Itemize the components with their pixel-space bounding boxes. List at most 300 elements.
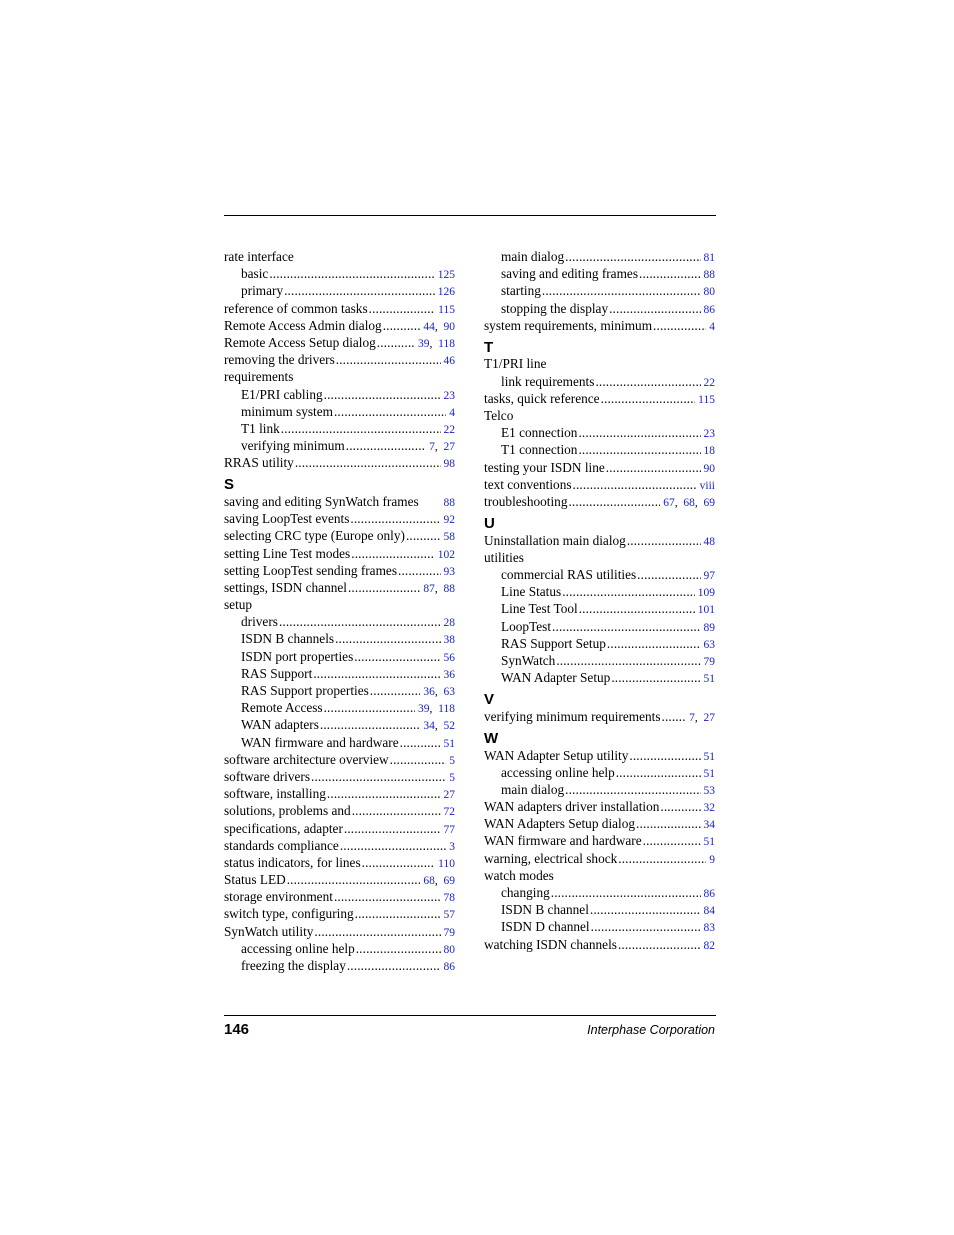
page-link[interactable]: 67	[663, 496, 675, 509]
page-link[interactable]: 98	[443, 458, 455, 471]
entry-label: Remote Access	[241, 700, 323, 716]
index-subentry	[224, 265, 455, 282]
section-letter: W	[484, 730, 499, 747]
index-entry	[224, 871, 455, 888]
page-link[interactable]: 118	[438, 337, 455, 350]
index-entry	[224, 510, 455, 527]
page-refs	[444, 353, 456, 370]
page-refs	[704, 534, 716, 551]
page-link[interactable]: 80	[703, 286, 715, 299]
page-link[interactable]: 23	[443, 389, 455, 402]
page-refs	[704, 749, 716, 766]
page-link[interactable]: 87	[423, 582, 435, 595]
entry-label: setting Line Test modes	[224, 545, 351, 561]
entry-label: saving and editing frames	[501, 266, 638, 282]
page-link[interactable]: 78	[443, 892, 455, 905]
dot-leader	[606, 459, 701, 476]
index-entry	[484, 355, 715, 372]
page-link[interactable]: 63	[703, 638, 715, 651]
dot-leader	[287, 871, 421, 888]
page-refs	[704, 267, 716, 284]
index-entry	[224, 545, 455, 562]
page-link[interactable]: viii	[699, 479, 715, 492]
entry-label: reference of common tasks	[224, 300, 368, 316]
page-refs	[704, 886, 716, 903]
index-entry	[484, 532, 715, 549]
dot-leader	[568, 493, 660, 510]
page-link[interactable]: 18	[703, 445, 715, 458]
index-entry	[484, 936, 715, 953]
index-entry	[224, 527, 455, 544]
entry-label: Telco	[484, 408, 514, 423]
dot-leader	[350, 510, 440, 527]
page-refs	[704, 375, 716, 392]
dot-leader	[627, 532, 701, 549]
page-refs	[449, 770, 455, 787]
entry-label: changing	[501, 885, 550, 900]
dot-leader	[324, 386, 441, 403]
dot-leader	[653, 317, 706, 334]
entry-label: Line Test Tool	[501, 601, 578, 617]
page-link[interactable]: 79	[703, 655, 715, 668]
index-entry	[224, 317, 455, 334]
index-entry	[484, 459, 715, 476]
page-refs	[449, 839, 455, 856]
page-refs	[444, 564, 456, 581]
page-link[interactable]: 115	[698, 393, 715, 406]
section-letter: T	[484, 338, 494, 356]
page-refs	[704, 766, 716, 783]
entry-label: Line Status	[501, 584, 562, 600]
entry-label: switch type, configuring	[224, 906, 354, 922]
dot-leader	[578, 441, 700, 458]
index-entry	[484, 815, 715, 832]
dot-leader	[281, 420, 441, 437]
page-refs	[704, 938, 716, 955]
entry-label: RAS Support properties	[241, 683, 369, 698]
dot-leader	[552, 618, 700, 635]
page-link[interactable]: 32	[703, 802, 715, 815]
page-refs	[444, 615, 456, 632]
index-entry	[224, 562, 455, 579]
entry-label: WAN Adapter Setup	[501, 670, 611, 686]
page-refs	[704, 637, 716, 654]
entry-label: WAN Adapter Setup utility	[484, 747, 629, 763]
page-link[interactable]: 77	[443, 823, 455, 836]
page-link[interactable]: 34	[703, 819, 715, 832]
index-entry	[224, 454, 455, 471]
page-link[interactable]: 5	[449, 754, 455, 767]
page-link[interactable]: 68	[683, 496, 695, 509]
page-refs	[704, 284, 716, 301]
entry-label: basic	[241, 266, 269, 282]
page-link[interactable]: 69	[443, 875, 455, 888]
index-entry	[224, 300, 455, 317]
index-entry	[224, 802, 455, 819]
page-link[interactable]: 27	[703, 711, 715, 724]
index-subentry	[484, 373, 715, 390]
index-entry	[484, 708, 715, 725]
entry-label: WAN firmware and hardware	[484, 833, 642, 849]
page-link[interactable]: 88	[443, 582, 455, 595]
dot-leader	[551, 884, 701, 901]
page-link[interactable]: 72	[443, 806, 455, 819]
page-refs	[704, 654, 716, 671]
entry-label: testing your ISDN line	[484, 459, 605, 475]
dot-leader	[354, 648, 440, 665]
index-entry	[224, 785, 455, 802]
page-link[interactable]: 93	[443, 565, 455, 578]
dot-leader	[334, 888, 441, 905]
index-subentry	[224, 734, 455, 751]
page-link[interactable]: 86	[443, 961, 455, 973]
page-refs	[444, 456, 456, 473]
entry-label: minimum system	[241, 403, 333, 419]
page-link[interactable]: 44	[423, 320, 435, 333]
index-entry	[484, 867, 715, 884]
entry-label: rate interface	[224, 249, 294, 264]
entry-label: Status LED	[224, 872, 286, 888]
page-refs	[444, 890, 456, 907]
page-link[interactable]: 38	[443, 634, 455, 647]
entry-label: verifying minimum	[241, 438, 345, 454]
index-entry	[224, 888, 455, 905]
dot-leader	[362, 854, 436, 871]
entry-label: software, installing	[224, 786, 326, 802]
index-subentry	[484, 635, 715, 652]
page-link[interactable]: 4	[709, 320, 715, 333]
entry-label: accessing online help	[501, 764, 615, 780]
dot-leader	[314, 923, 440, 940]
page-refs	[444, 787, 456, 804]
entry-label: link requirements	[501, 373, 595, 389]
page-refs	[444, 959, 456, 976]
entry-label: requirements	[224, 369, 294, 385]
entry-label: solutions, problems and	[224, 803, 351, 819]
dot-leader	[377, 334, 415, 351]
entry-label: system requirements, minimum	[484, 317, 653, 333]
index-entry	[484, 549, 715, 566]
index-entry	[484, 390, 715, 407]
page-link[interactable]: 5	[449, 771, 455, 784]
page-refs	[444, 529, 456, 546]
dot-leader	[269, 265, 434, 282]
entry-label: T1/PRI line	[484, 356, 547, 372]
index-subentry	[484, 424, 715, 441]
index-entry	[484, 493, 715, 510]
page-link[interactable]: 39	[418, 703, 430, 716]
entry-label: E1 connection	[501, 425, 578, 441]
index-entry	[224, 248, 455, 265]
page-link[interactable]: 92	[443, 514, 455, 527]
page-link[interactable]: 81	[703, 252, 715, 264]
index-entry	[224, 837, 455, 854]
index-entry	[224, 351, 455, 368]
index-entry	[224, 579, 455, 596]
page-refs	[704, 443, 716, 460]
page-separator: ,	[674, 496, 684, 509]
entry-label: troubleshooting	[484, 493, 568, 509]
entry-label: Remote Access Admin dialog	[224, 317, 382, 333]
dot-leader	[618, 936, 701, 953]
entry-label: WAN adapters	[241, 717, 319, 733]
index-subentry	[484, 652, 715, 669]
index-subentry	[224, 957, 455, 974]
page-link[interactable]: 83	[703, 922, 715, 935]
dot-leader	[637, 566, 700, 583]
page-link[interactable]: 88	[703, 269, 715, 282]
index-subentry	[484, 300, 715, 317]
page-link[interactable]: 97	[703, 570, 715, 582]
index-subentry	[224, 282, 455, 299]
dot-leader	[573, 476, 697, 493]
page-link[interactable]: 3	[449, 840, 455, 853]
page-separator: ,	[429, 703, 439, 716]
dot-leader	[347, 957, 441, 974]
page-link[interactable]: 22	[703, 376, 715, 389]
page-number: 146	[224, 1021, 250, 1038]
dot-leader	[351, 545, 435, 562]
page-link[interactable]: 46	[443, 355, 455, 368]
page-separator: ,	[434, 686, 444, 698]
index-subentry	[224, 665, 455, 682]
dot-leader	[352, 802, 441, 819]
page-refs	[698, 585, 715, 602]
page-refs	[698, 392, 715, 409]
page-link[interactable]: 52	[443, 720, 455, 733]
footer-rule	[224, 1015, 716, 1016]
dot-leader	[542, 282, 701, 299]
page-link[interactable]: 90	[443, 320, 455, 333]
dot-leader	[629, 747, 700, 764]
page-link[interactable]: 27	[443, 441, 455, 454]
dot-leader	[370, 682, 421, 699]
page-link[interactable]: 56	[443, 651, 455, 664]
page-refs	[704, 620, 716, 637]
page-separator: ,	[434, 720, 444, 733]
page-refs	[700, 478, 715, 495]
index-subentry	[224, 437, 455, 454]
page-link[interactable]: 86	[703, 888, 715, 900]
page-refs	[438, 267, 455, 284]
entry-label: storage environment	[224, 889, 333, 905]
dot-leader	[369, 300, 436, 317]
index-entry	[224, 905, 455, 922]
page-link[interactable]: 125	[437, 269, 455, 282]
page-refs	[689, 710, 715, 727]
index-subentry	[224, 386, 455, 403]
page-refs	[704, 250, 716, 267]
page-refs	[709, 852, 715, 869]
index-subentry	[484, 248, 715, 265]
page-link[interactable]: 57	[443, 909, 455, 922]
page-refs	[704, 671, 716, 688]
dot-leader	[579, 600, 695, 617]
page-link[interactable]: 118	[438, 703, 455, 716]
index-entry	[484, 798, 715, 815]
page-link[interactable]: 28	[443, 617, 455, 630]
entry-label: primary	[241, 283, 284, 299]
dot-leader	[324, 699, 415, 716]
page-link[interactable]: 51	[703, 673, 715, 686]
page-link[interactable]: 82	[703, 939, 715, 952]
index-subentry	[484, 566, 715, 583]
page-link[interactable]: 53	[703, 784, 715, 797]
entry-label: E1/PRI cabling	[241, 386, 323, 402]
page-link[interactable]: 4	[449, 406, 455, 419]
entry-label: RAS Support Setup	[501, 635, 606, 651]
entry-label: saving and editing SynWatch frames	[224, 493, 419, 509]
index-subentry	[484, 600, 715, 617]
dot-leader	[406, 527, 441, 544]
dot-leader	[327, 785, 441, 802]
index-subentry	[224, 630, 455, 647]
page-link[interactable]: 88	[443, 496, 455, 509]
index-entry	[224, 820, 455, 837]
page-refs	[444, 942, 456, 959]
page-link[interactable]: 22	[443, 423, 455, 436]
page-refs	[418, 701, 455, 718]
dot-leader	[346, 437, 426, 454]
page-link[interactable]: 80	[443, 943, 455, 956]
entry-label: commercial RAS utilities	[501, 567, 637, 582]
dot-leader	[313, 665, 440, 682]
page-refs	[423, 581, 455, 598]
entry-label: main dialog	[501, 249, 565, 264]
page-refs	[704, 783, 716, 800]
page-refs	[444, 650, 456, 667]
index-entry	[484, 317, 715, 334]
index-entry	[224, 751, 455, 768]
dot-leader	[618, 850, 706, 867]
dot-leader	[662, 708, 687, 725]
page-separator: ,	[434, 875, 444, 888]
page-link[interactable]: 63	[443, 686, 455, 698]
page-refs	[444, 422, 456, 439]
dot-leader	[565, 781, 700, 798]
page-link[interactable]: 39	[418, 337, 430, 350]
dot-leader	[636, 815, 700, 832]
dot-leader	[607, 635, 701, 652]
page-link[interactable]: 7	[429, 441, 435, 454]
index-subentry	[484, 884, 715, 901]
page-link[interactable]: 101	[697, 604, 715, 617]
page-link[interactable]: 36	[423, 686, 435, 698]
entry-label: RAS Support	[241, 665, 313, 681]
dot-leader	[609, 300, 700, 317]
index-subentry	[484, 583, 715, 600]
page-separator: ,	[694, 496, 704, 509]
dot-leader	[562, 583, 695, 600]
page-refs	[704, 920, 716, 937]
entry-label: saving LoopTest events	[224, 511, 350, 527]
page-link[interactable]: 51	[703, 767, 715, 780]
entry-label: ISDN port properties	[241, 648, 354, 664]
dot-leader	[616, 764, 701, 781]
page-link[interactable]: 115	[438, 303, 455, 316]
page-link[interactable]: 36	[443, 668, 455, 681]
page-link[interactable]: 51	[703, 836, 715, 849]
index-subentry	[224, 682, 455, 699]
page-link[interactable]: 51	[703, 750, 715, 763]
page-refs	[663, 495, 715, 512]
dot-leader	[383, 317, 421, 334]
index-entry	[484, 407, 715, 424]
index-entry	[484, 747, 715, 764]
entry-label: utilities	[484, 549, 524, 565]
index-subentry	[484, 669, 715, 686]
page-link[interactable]: 23	[703, 428, 715, 441]
page-link[interactable]: 69	[703, 496, 715, 509]
page-link[interactable]: 79	[443, 926, 455, 939]
entry-label: warning, electrical shock	[484, 850, 618, 866]
entry-label: watching ISDN channels	[484, 936, 617, 952]
index-column-left	[224, 248, 455, 974]
page-link[interactable]: 9	[709, 853, 715, 866]
entry-label: SynWatch utility	[224, 923, 314, 939]
entry-label: LoopTest	[501, 618, 552, 634]
entry-label: text conventions	[484, 476, 572, 492]
entry-label: drivers	[241, 614, 278, 630]
page-link[interactable]: 58	[443, 531, 455, 544]
dot-leader	[284, 282, 435, 299]
index-entry	[224, 596, 455, 613]
page-refs	[704, 568, 716, 585]
index-entry	[224, 854, 455, 871]
page-link[interactable]: 84	[703, 905, 715, 918]
index-entry	[224, 334, 455, 351]
page-refs	[438, 302, 455, 319]
page-separator: ,	[434, 441, 444, 454]
page-link[interactable]: 126	[437, 286, 455, 299]
page-link[interactable]: 48	[703, 535, 715, 548]
dot-leader	[400, 734, 441, 751]
page-link[interactable]: 102	[437, 548, 455, 561]
page-link[interactable]: 110	[438, 857, 455, 870]
page-refs	[709, 319, 715, 336]
dot-leader	[595, 373, 700, 390]
page-link[interactable]: 7	[689, 711, 695, 724]
page-link[interactable]: 89	[703, 621, 715, 634]
index-entry	[484, 832, 715, 849]
entry-label: specifications, adapter	[224, 820, 343, 836]
page-link[interactable]: 86	[703, 303, 715, 316]
header-rule	[224, 215, 716, 216]
dot-leader	[344, 820, 441, 837]
page-refs	[704, 800, 716, 817]
index-subentry	[224, 648, 455, 665]
entry-label: standards compliance	[224, 837, 339, 853]
index-subentry	[484, 282, 715, 299]
entry-label: freezing the display	[241, 958, 346, 973]
page-refs	[704, 426, 716, 443]
page-link[interactable]: 34	[423, 720, 435, 733]
page-link[interactable]: 51	[443, 737, 455, 750]
entry-label: selecting CRC type (Europe only)	[224, 528, 405, 544]
page-link[interactable]: 68	[423, 875, 435, 888]
dot-leader	[578, 424, 700, 441]
page-link[interactable]: 90	[703, 462, 715, 475]
page-refs	[704, 461, 716, 478]
page-link[interactable]: 109	[697, 587, 715, 600]
entry-label: setup	[224, 597, 253, 613]
entry-label: WAN firmware and hardware	[241, 734, 399, 750]
page-link[interactable]: 27	[443, 789, 455, 802]
entry-label: tasks, quick reference	[484, 390, 600, 406]
dot-leader	[334, 403, 446, 420]
index-subentry	[484, 441, 715, 458]
dot-leader	[556, 652, 700, 669]
